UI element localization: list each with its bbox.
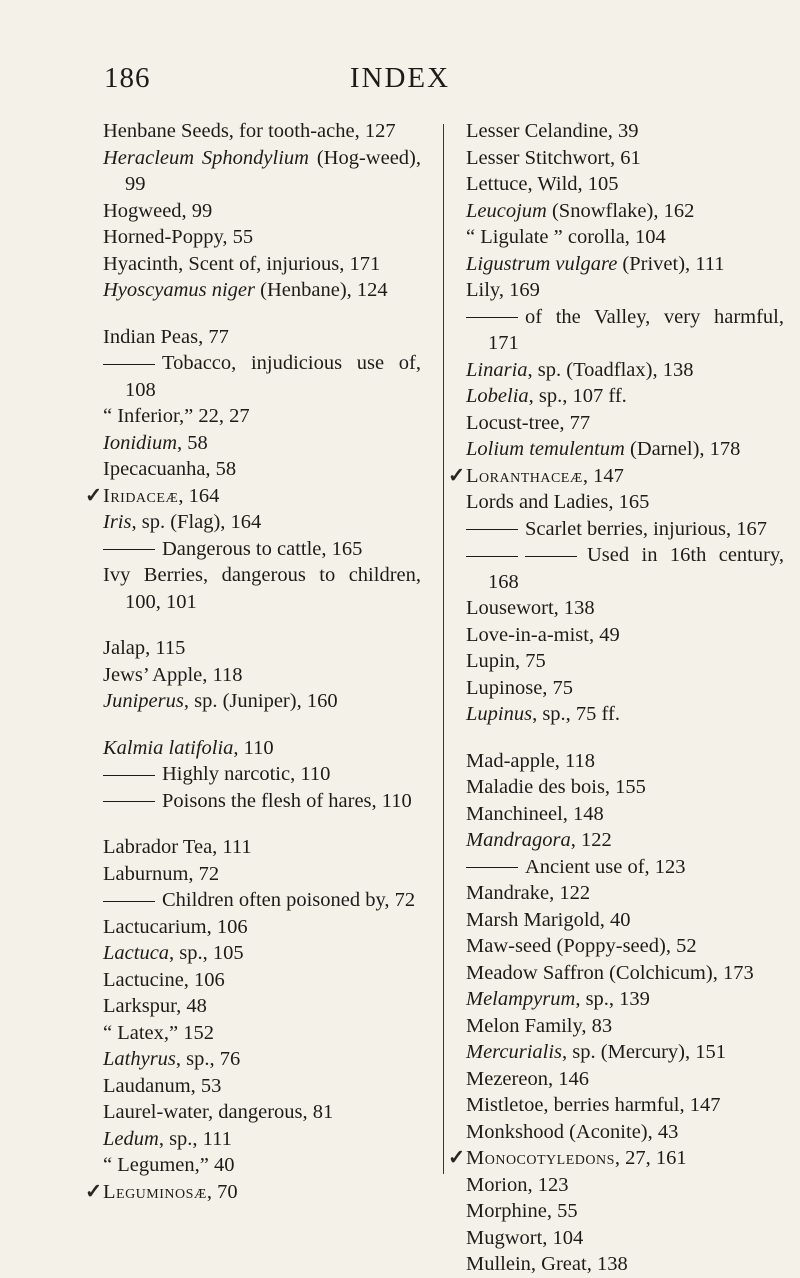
index-entry <box>103 456 421 483</box>
index-entry <box>103 403 421 430</box>
ditto-dash <box>103 901 155 902</box>
entry-text: Lupinose, 75 <box>466 676 574 699</box>
entry-text: (Hog-weed), 99 <box>125 146 421 195</box>
entry-text: , sp., 105 <box>169 942 244 964</box>
index-entry <box>466 198 784 225</box>
ditto-dash <box>525 556 577 557</box>
entry-scientific-name: Ligustrum vulgare <box>466 252 618 275</box>
entry-scientific-name: Melampyrum <box>466 988 576 1010</box>
entry-text: Lactucarium, 106 <box>103 915 248 938</box>
entry-text: Morion, 123 <box>466 1173 569 1196</box>
index-entry <box>103 1073 421 1100</box>
entry-scientific-name: Leucojum <box>466 199 547 222</box>
entry-scientific-name: Heracleum Sphondylium <box>103 146 309 169</box>
index-entry <box>103 198 421 225</box>
entry-text: Henbane Seeds, for tooth-ache, 127 <box>103 120 396 142</box>
ditto-dash <box>466 529 518 530</box>
index-entry <box>103 761 421 788</box>
index-entry <box>466 357 784 384</box>
entry-text: , 70 <box>206 1180 238 1203</box>
index-entry <box>466 1172 784 1199</box>
index-entry <box>103 635 421 662</box>
index-entry <box>466 1119 784 1146</box>
index-entry <box>103 1152 421 1179</box>
entry-text: Highly narcotic, 110 <box>162 763 331 785</box>
index-entry <box>466 489 784 516</box>
entry-text: (Henbane), 124 <box>255 279 388 301</box>
entry-text: Maladie des bois, 155 <box>466 776 646 798</box>
index-entry <box>466 1092 784 1119</box>
entry-text: Laurel-water, dangerous, 81 <box>103 1101 334 1123</box>
index-entry <box>103 788 421 815</box>
index-entry <box>466 622 784 649</box>
entry-text: Marsh Marigold, 40 <box>466 908 631 931</box>
entry-text: “ Latex,” 152 <box>103 1021 214 1044</box>
entry-scientific-name: Juniperus <box>103 690 184 712</box>
entry-scientific-name: Lobelia <box>466 385 529 407</box>
index-entry <box>103 735 421 762</box>
entry-text: Manchineel, 148 <box>466 802 604 825</box>
checkmark-icon: ✓ <box>448 464 466 487</box>
index-entry <box>466 986 784 1013</box>
entry-scientific-name: Iris <box>103 511 132 533</box>
entry-text: , 27, 161 <box>614 1147 687 1169</box>
entry-text: Love-in-a-mist, 49 <box>466 623 620 646</box>
entry-text: , sp., 139 <box>575 988 650 1010</box>
checkmark-icon: ✓ <box>85 1180 103 1203</box>
index-entry <box>103 834 421 861</box>
entry-text: Jews’ Apple, 118 <box>103 663 243 686</box>
entry-text: Mugwort, 104 <box>466 1226 584 1249</box>
ditto-dash <box>103 801 155 802</box>
entry-text: , sp., 111 <box>158 1127 232 1150</box>
entry-scientific-name: Kalmia latifolia <box>103 736 234 759</box>
entry-text: Locust-tree, 77 <box>466 411 591 434</box>
index-entry <box>466 960 784 987</box>
entry-text: Monkshood (Aconite), 43 <box>466 1120 679 1143</box>
entry-text: (Privet), 111 <box>617 252 725 275</box>
entry-text: , 110 <box>233 736 274 759</box>
entry-scientific-name: Linaria <box>466 358 528 381</box>
index-entry <box>103 887 421 914</box>
index-entry <box>466 1039 784 1066</box>
index-entry <box>466 1225 784 1252</box>
entry-text: Hogweed, 99 <box>103 199 213 222</box>
index-entry <box>103 914 421 941</box>
index-entry <box>466 701 784 728</box>
entry-scientific-name: Lolium temulentum <box>466 438 625 460</box>
entry-text: Lesser Stitchwort, 61 <box>466 146 641 169</box>
index-entry <box>466 251 784 278</box>
index-column-left <box>85 118 421 1205</box>
index-entry <box>466 145 784 172</box>
index-entry <box>103 688 421 715</box>
index-entry <box>103 350 421 403</box>
entry-text: Hyacinth, Scent of, injurious, 171 <box>103 252 381 275</box>
index-entry <box>103 967 421 994</box>
index-entry <box>466 1066 784 1093</box>
index-entry <box>103 118 421 145</box>
entry-text: , sp. (Juniper), 160 <box>183 690 338 712</box>
index-entry <box>466 595 784 622</box>
entry-text: Labrador Tea, 111 <box>103 836 252 858</box>
entry-scientific-name: Ionidium <box>103 431 178 454</box>
index-entry <box>466 907 784 934</box>
index-entry <box>466 118 784 145</box>
entry-scientific-name: Lactuca <box>103 942 170 964</box>
ditto-dash <box>103 549 155 550</box>
ditto-dash <box>103 364 155 365</box>
entry-text: Ivy Berries, dangerous to children, 100, 101 <box>103 564 421 613</box>
index-entry <box>103 1126 421 1153</box>
entry-text: Melon Family, 83 <box>466 1014 613 1037</box>
column-divider <box>443 124 444 1174</box>
entry-text: Lily, 169 <box>466 279 540 301</box>
index-entry <box>103 224 421 251</box>
entry-text: Jalap, 115 <box>103 637 186 659</box>
checkmark-icon: ✓ <box>85 484 103 507</box>
index-entry <box>466 675 784 702</box>
entry-text: Horned-Poppy, 55 <box>103 226 254 248</box>
entry-text: , sp. (Flag), 164 <box>131 511 262 533</box>
index-entry <box>103 1099 421 1126</box>
ditto-dash <box>466 556 518 557</box>
index-entry <box>466 304 784 357</box>
index-entry <box>103 509 421 536</box>
index-entry <box>466 854 784 881</box>
index-entry <box>103 277 421 304</box>
index-entry <box>466 827 784 854</box>
entry-text: Lupin, 75 <box>466 650 546 672</box>
index-entry <box>103 861 421 888</box>
entry-text: Used in 16th century, 168 <box>488 544 784 593</box>
entry-text: , sp., 107 ff. <box>528 385 627 407</box>
index-entry <box>103 940 421 967</box>
entry-text: Larkspur, 48 <box>103 995 207 1017</box>
entry-text: Tobacco, injudicious use of, 108 <box>125 352 421 401</box>
entry-text: Iridaceæ <box>103 484 179 507</box>
index-entry <box>466 1013 784 1040</box>
index-entry <box>103 430 421 457</box>
index-entry <box>466 410 784 437</box>
entry-text: Dangerous to cattle, 165 <box>162 537 363 560</box>
checkmark-icon: ✓ <box>448 1147 466 1169</box>
entry-text: Lesser Celandine, 39 <box>466 120 639 142</box>
entry-text: Ancient use of, 123 <box>525 855 686 878</box>
entry-text: Meadow Saffron (Colchicum), 173 <box>466 961 754 984</box>
entry-text: Poisons the flesh of hares, 110 <box>162 789 412 812</box>
entry-text: Ipecacuanha, 58 <box>103 458 237 480</box>
index-entry <box>448 1145 784 1172</box>
entry-text: , 147 <box>582 464 624 487</box>
index-entry <box>466 171 784 198</box>
index-column-right <box>448 118 784 1278</box>
entry-text: , sp., 75 ff. <box>532 703 620 725</box>
entry-text: Scarlet berries, injurious, 167 <box>525 517 767 540</box>
entry-text: (Darnel), 178 <box>624 438 741 460</box>
ditto-dash <box>466 317 518 318</box>
index-entry <box>466 880 784 907</box>
index-entry <box>103 536 421 563</box>
entry-text: Loranthaceæ <box>466 464 583 487</box>
entry-scientific-name: Ledum <box>103 1127 159 1150</box>
index-entry <box>466 436 784 463</box>
page-header <box>0 62 800 102</box>
index-entry <box>103 562 421 615</box>
entry-text: , sp. (Mercury), 151 <box>562 1041 727 1063</box>
entry-text: “ Ligulate ” corolla, 104 <box>466 226 666 248</box>
index-entry <box>103 993 421 1020</box>
entry-text: “ Legumen,” 40 <box>103 1154 235 1176</box>
index-entry <box>448 463 784 490</box>
index-entry <box>103 324 421 351</box>
entry-text: of the Valley, very harmful, 171 <box>488 305 784 354</box>
page-number: 186 <box>104 62 151 94</box>
index-entry <box>103 251 421 278</box>
entry-text: , 122 <box>570 829 612 851</box>
entry-scientific-name: Mercurialis <box>466 1041 563 1063</box>
entry-text: Monocotyledons <box>466 1147 615 1169</box>
entry-text: Children often poisoned by, 72 <box>162 889 416 911</box>
index-entry <box>466 277 784 304</box>
entry-text: “ Inferior,” 22, 27 <box>103 405 250 427</box>
index-entry <box>85 1179 421 1206</box>
entry-text: Mad-apple, 118 <box>466 749 596 772</box>
entry-text: Indian Peas, 77 <box>103 325 229 348</box>
index-entry <box>466 383 784 410</box>
entry-text: , 58 <box>177 431 208 454</box>
entry-text: Lettuce, Wild, 105 <box>466 173 619 195</box>
entry-scientific-name: Mandragora <box>466 829 571 851</box>
entry-text: Mezereon, 146 <box>466 1067 589 1090</box>
index-entry <box>466 801 784 828</box>
index-entry <box>466 648 784 675</box>
entry-text: , sp. (Toadflax), 138 <box>527 358 694 381</box>
index-entry <box>85 483 421 510</box>
entry-text: Laburnum, 72 <box>103 862 220 885</box>
index-entry <box>103 145 421 198</box>
entry-text: (Snowflake), 162 <box>546 199 695 222</box>
index-entry <box>103 1020 421 1047</box>
index-entry <box>466 1198 784 1225</box>
ditto-dash <box>103 775 155 776</box>
entry-scientific-name: Lupinus <box>466 703 533 725</box>
entry-text: Lords and Ladies, 165 <box>466 491 650 513</box>
index-entry <box>466 542 784 595</box>
index-entry <box>466 224 784 251</box>
entry-text: Lactucine, 106 <box>103 968 225 991</box>
index-entry <box>103 662 421 689</box>
index-entry <box>466 774 784 801</box>
entry-text: , 164 <box>178 484 220 507</box>
entry-text: Lousewort, 138 <box>466 597 595 619</box>
entry-text: Laudanum, 53 <box>103 1074 222 1097</box>
index-entry <box>466 933 784 960</box>
entry-scientific-name: Lathyrus <box>103 1048 176 1070</box>
entry-text: Morphine, 55 <box>466 1200 578 1222</box>
index-entry <box>466 516 784 543</box>
entry-text: Mullein, Great, 138 <box>466 1253 628 1275</box>
entry-text: Leguminosæ <box>103 1180 207 1203</box>
entry-text: Maw-seed (Poppy-seed), 52 <box>466 935 697 957</box>
index-entry <box>466 748 784 775</box>
entry-scientific-name: Hyoscyamus niger <box>103 279 256 301</box>
index-entry <box>466 1251 784 1278</box>
index-entry <box>103 1046 421 1073</box>
entry-text: Mistletoe, berries harmful, 147 <box>466 1094 721 1116</box>
entry-text: Mandrake, 122 <box>466 882 591 904</box>
entry-text: , sp., 76 <box>175 1048 241 1070</box>
ditto-dash <box>466 867 518 868</box>
running-head: INDEX <box>349 62 451 94</box>
